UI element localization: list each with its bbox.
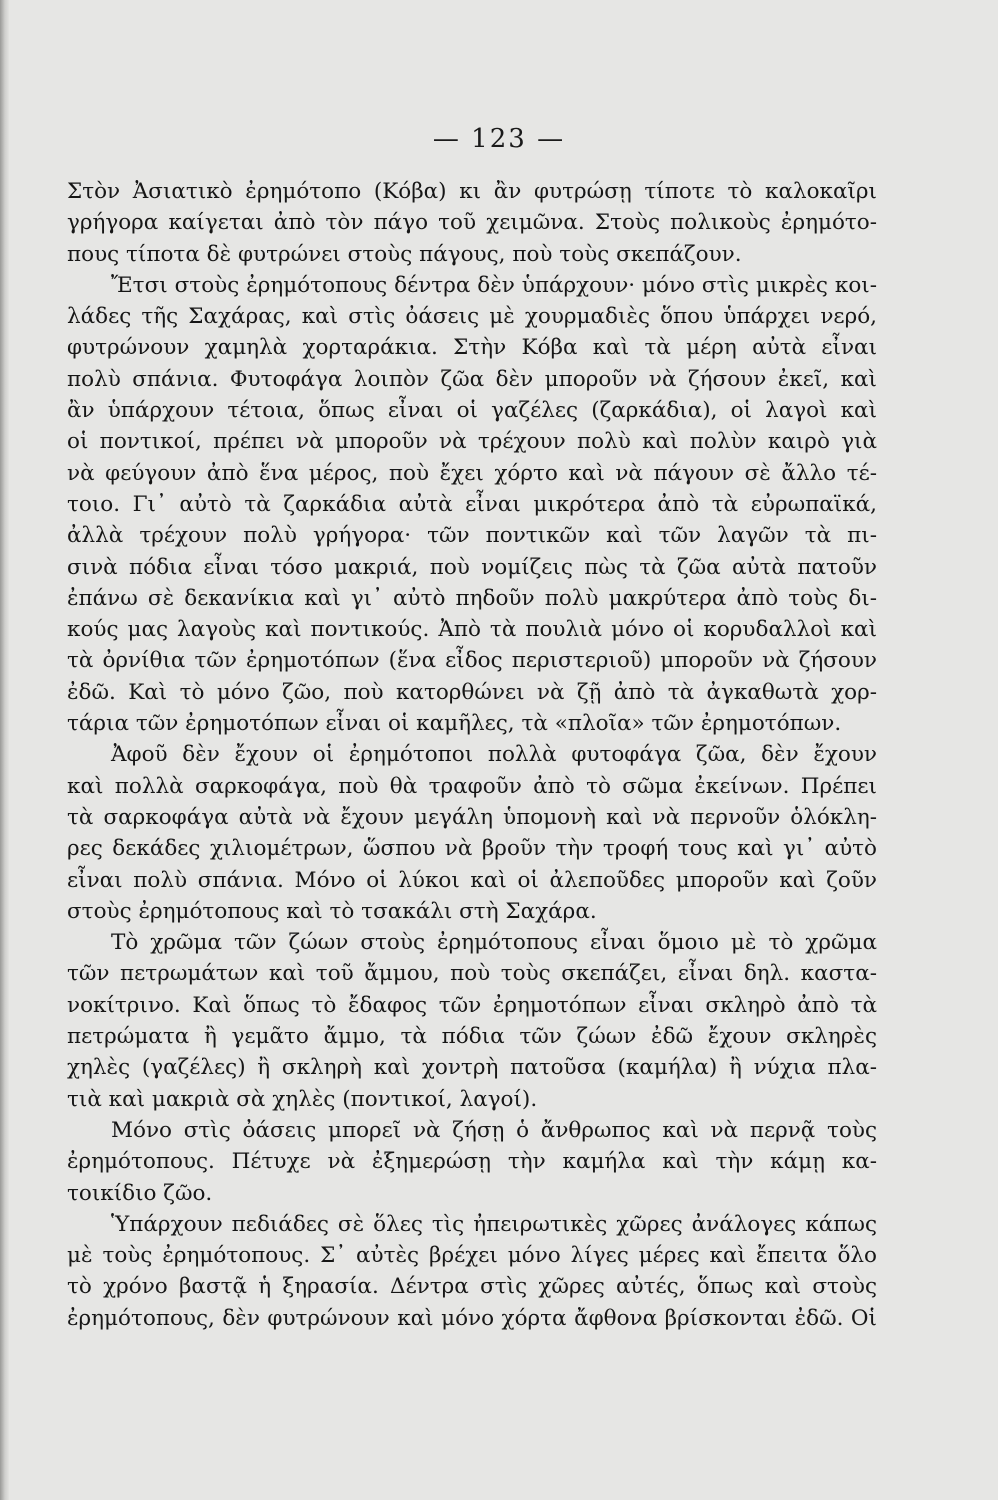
text-line: φυτρώνουν χαμηλὰ χορταράκια. Στὴν Κόβα καὶ τὰ μέρη αὐτὰ εἶναι xyxy=(67,335,877,361)
text-line: ρες δεκάδες χιλιομέτρων, ὥσπου νὰ βροῦν τὴν τροφή τους καὶ γι᾿ αὐτὸ xyxy=(67,836,877,862)
text-line: Μόνο στὶς ὀάσεις μπορεῖ νὰ ζήσῃ ὁ ἄνθρωπος καὶ νὰ περνᾷ τοὺς xyxy=(111,1117,877,1143)
text-line: Στὸν Ἀσιατικὸ ἐρημότοπο (Κόβα) κι ἂν φυτρώσῃ τίποτε τὸ καλοκαῖρι xyxy=(67,179,877,204)
text-line: στοὺς ἐρημότοπους καὶ τὸ τσακάλι στὴ Σαχάρα. xyxy=(67,898,597,924)
page-number: — 123 — xyxy=(432,124,566,154)
text-line: λάδες τῆς Σαχάρας, καὶ στὶς ὀάσεις μὲ χουρμαδιὲς ὅπου ὑπάρχει νερό, xyxy=(67,304,877,330)
text-line: τῶν πετρωμάτων καὶ τοῦ ἄμμου, ποὺ τοὺς σκεπάζει, εἶναι δηλ. καστα- xyxy=(67,961,877,987)
text-line: τοιο. Γι᾿ αὐτὸ τὰ ζαρκάδια αὐτὰ εἶναι μικρότερα ἀπὸ τὰ εὐρωπαϊκά, xyxy=(67,491,877,517)
text-line: τοικίδιο ζῶο. xyxy=(67,1180,213,1206)
text-line: ἐρημότοπους, δὲν φυτρώνουν καὶ μόνο χόρτα ἄφθονα βρίσκονται ἐδῶ. Οἱ xyxy=(67,1305,877,1331)
text-line: Ἔτσι στοὺς ἐρημότοπους δέντρα δὲν ὑπάρχουν· μόνο στὶς μικρὲς κοι- xyxy=(111,272,877,298)
text-line: ἐπάνω σὲ δεκανίκια καὶ γι᾿ αὐτὸ πηδοῦν πολὺ μακρύτερα ἀπὸ τοὺς δι- xyxy=(67,585,877,611)
text-line: ἐδῶ. Καὶ τὸ μόνο ζῶο, ποὺ κατορθώνει νὰ ζῇ ἀπὸ τὰ ἀγκαθωτὰ χορ- xyxy=(67,679,877,705)
text-line: πετρώματα ἢ γεμᾶτο ἄμμο, τὰ πόδια τῶν ζώων ἐδῶ ἔχουν σκληρὲς xyxy=(67,1024,877,1050)
text-line: εἶναι πολὺ σπάνια. Μόνο οἱ λύκοι καὶ οἱ ἀλεποῦδες μποροῦν καὶ ζοῦν xyxy=(67,867,877,893)
text-line: σινὰ πόδια εἶναι τόσο μακριά, ποὺ νομίζεις πὼς τὰ ζῶα αὐτὰ πατοῦν xyxy=(67,554,877,580)
text-line: μὲ τοὺς ἐρημότοπους. Σ᾿ αὐτὲς βρέχει μόνο λίγες μέρες καὶ ἔπειτα ὅλο xyxy=(67,1243,877,1269)
text-line: νοκίτρινο. Καὶ ὅπως τὸ ἔδαφος τῶν ἐρημοτόπων εἶναι σκληρὸ ἀπὸ τὰ xyxy=(67,992,877,1018)
text-line: τὰ σαρκοφάγα αὐτὰ νὰ ἔχουν μεγάλη ὑπομονὴ καὶ νὰ περνοῦν ὁλόκλη- xyxy=(67,804,877,830)
text-line: νὰ φεύγουν ἀπὸ ἕνα μέρος, ποὺ ἔχει χόρτο καὶ νὰ πάγουν σὲ ἄλλο τέ- xyxy=(67,460,877,486)
body-text xyxy=(67,176,877,1334)
text-line: ἀλλὰ τρέχουν πολὺ γρήγορα· τῶν ποντικῶν καὶ τῶν λαγῶν τὰ πι- xyxy=(67,523,877,549)
text-line: τιὰ καὶ μακριὰ σὰ χηλὲς (ποντικοί, λαγοί). xyxy=(67,1086,538,1112)
text-line: τάρια τῶν ἐρημοτόπων εἶναι οἱ καμῆλες, τὰ «πλοῖα» τῶν ἐρημοτόπων. xyxy=(67,711,842,737)
text-line: καὶ πολλὰ σαρκοφάγα, ποὺ θὰ τραφοῦν ἀπὸ τὸ σῶμα ἐκείνων. Πρέπει xyxy=(67,773,877,799)
text-line: γρήγορα καίγεται ἀπὸ τὸν πάγο τοῦ χειμῶνα. Στοὺς πολικοὺς ἐρημότο- xyxy=(67,210,877,236)
text-line: κούς μας λαγοὺς καὶ ποντικούς. Ἀπὸ τὰ πουλιὰ μόνο οἱ κορυδαλλοὶ καὶ xyxy=(67,617,877,643)
text-line: πους τίποτα δὲ φυτρώνει στοὺς πάγους, ποὺ τοὺς σκεπάζουν. xyxy=(67,241,742,267)
text-line: ἂν ὑπάρχουν τέτοια, ὅπως εἶναι οἱ γαζέλες (ζαρκάδια), οἱ λαγοὶ καὶ xyxy=(67,398,877,424)
text-line: Τὸ χρῶμα τῶν ζώων στοὺς ἐρημότοπους εἶναι ὅμοιο μὲ τὸ χρῶμα xyxy=(111,930,877,956)
text-line: τὰ ὀρνίθια τῶν ἐρημοτόπων (ἕνα εἶδος περιστεριοῦ) μποροῦν νὰ ζήσουν xyxy=(67,648,877,674)
text-line: τὸ χρόνο βαστᾷ ἡ ξηρασία. Δέντρα στὶς χῶρες αὐτές, ὅπως καὶ στοὺς xyxy=(67,1274,877,1300)
text-line: ἐρημότοπους. Πέτυχε νὰ ἐξημερώσῃ τὴν καμήλα καὶ τὴν κάμῃ κα- xyxy=(67,1149,877,1175)
page-edge-shadow xyxy=(0,0,9,1500)
text-line: οἱ ποντικοί, πρέπει νὰ μποροῦν νὰ τρέχουν πολὺ καὶ πολὺν καιρὸ γιὰ xyxy=(67,429,877,455)
text-line: Ὑπάρχουν πεδιάδες σὲ ὅλες τὶς ἠπειρωτικὲς χῶρες ἀνάλογες κάπως xyxy=(111,1211,877,1237)
text-line: πολὺ σπάνια. Φυτοφάγα λοιπὸν ζῶα δὲν μποροῦν νὰ ζήσουν ἐκεῖ, καὶ xyxy=(67,366,877,392)
text-line: χηλὲς (γαζέλες) ἢ σκληρὴ καὶ χοντρὴ πατοῦσα (καμήλα) ἢ νύχια πλα- xyxy=(67,1055,877,1081)
text-line: Ἀφοῦ δὲν ἔχουν οἱ ἐρημότοποι πολλὰ φυτοφάγα ζῶα, δὲν ἔχουν xyxy=(111,742,877,768)
